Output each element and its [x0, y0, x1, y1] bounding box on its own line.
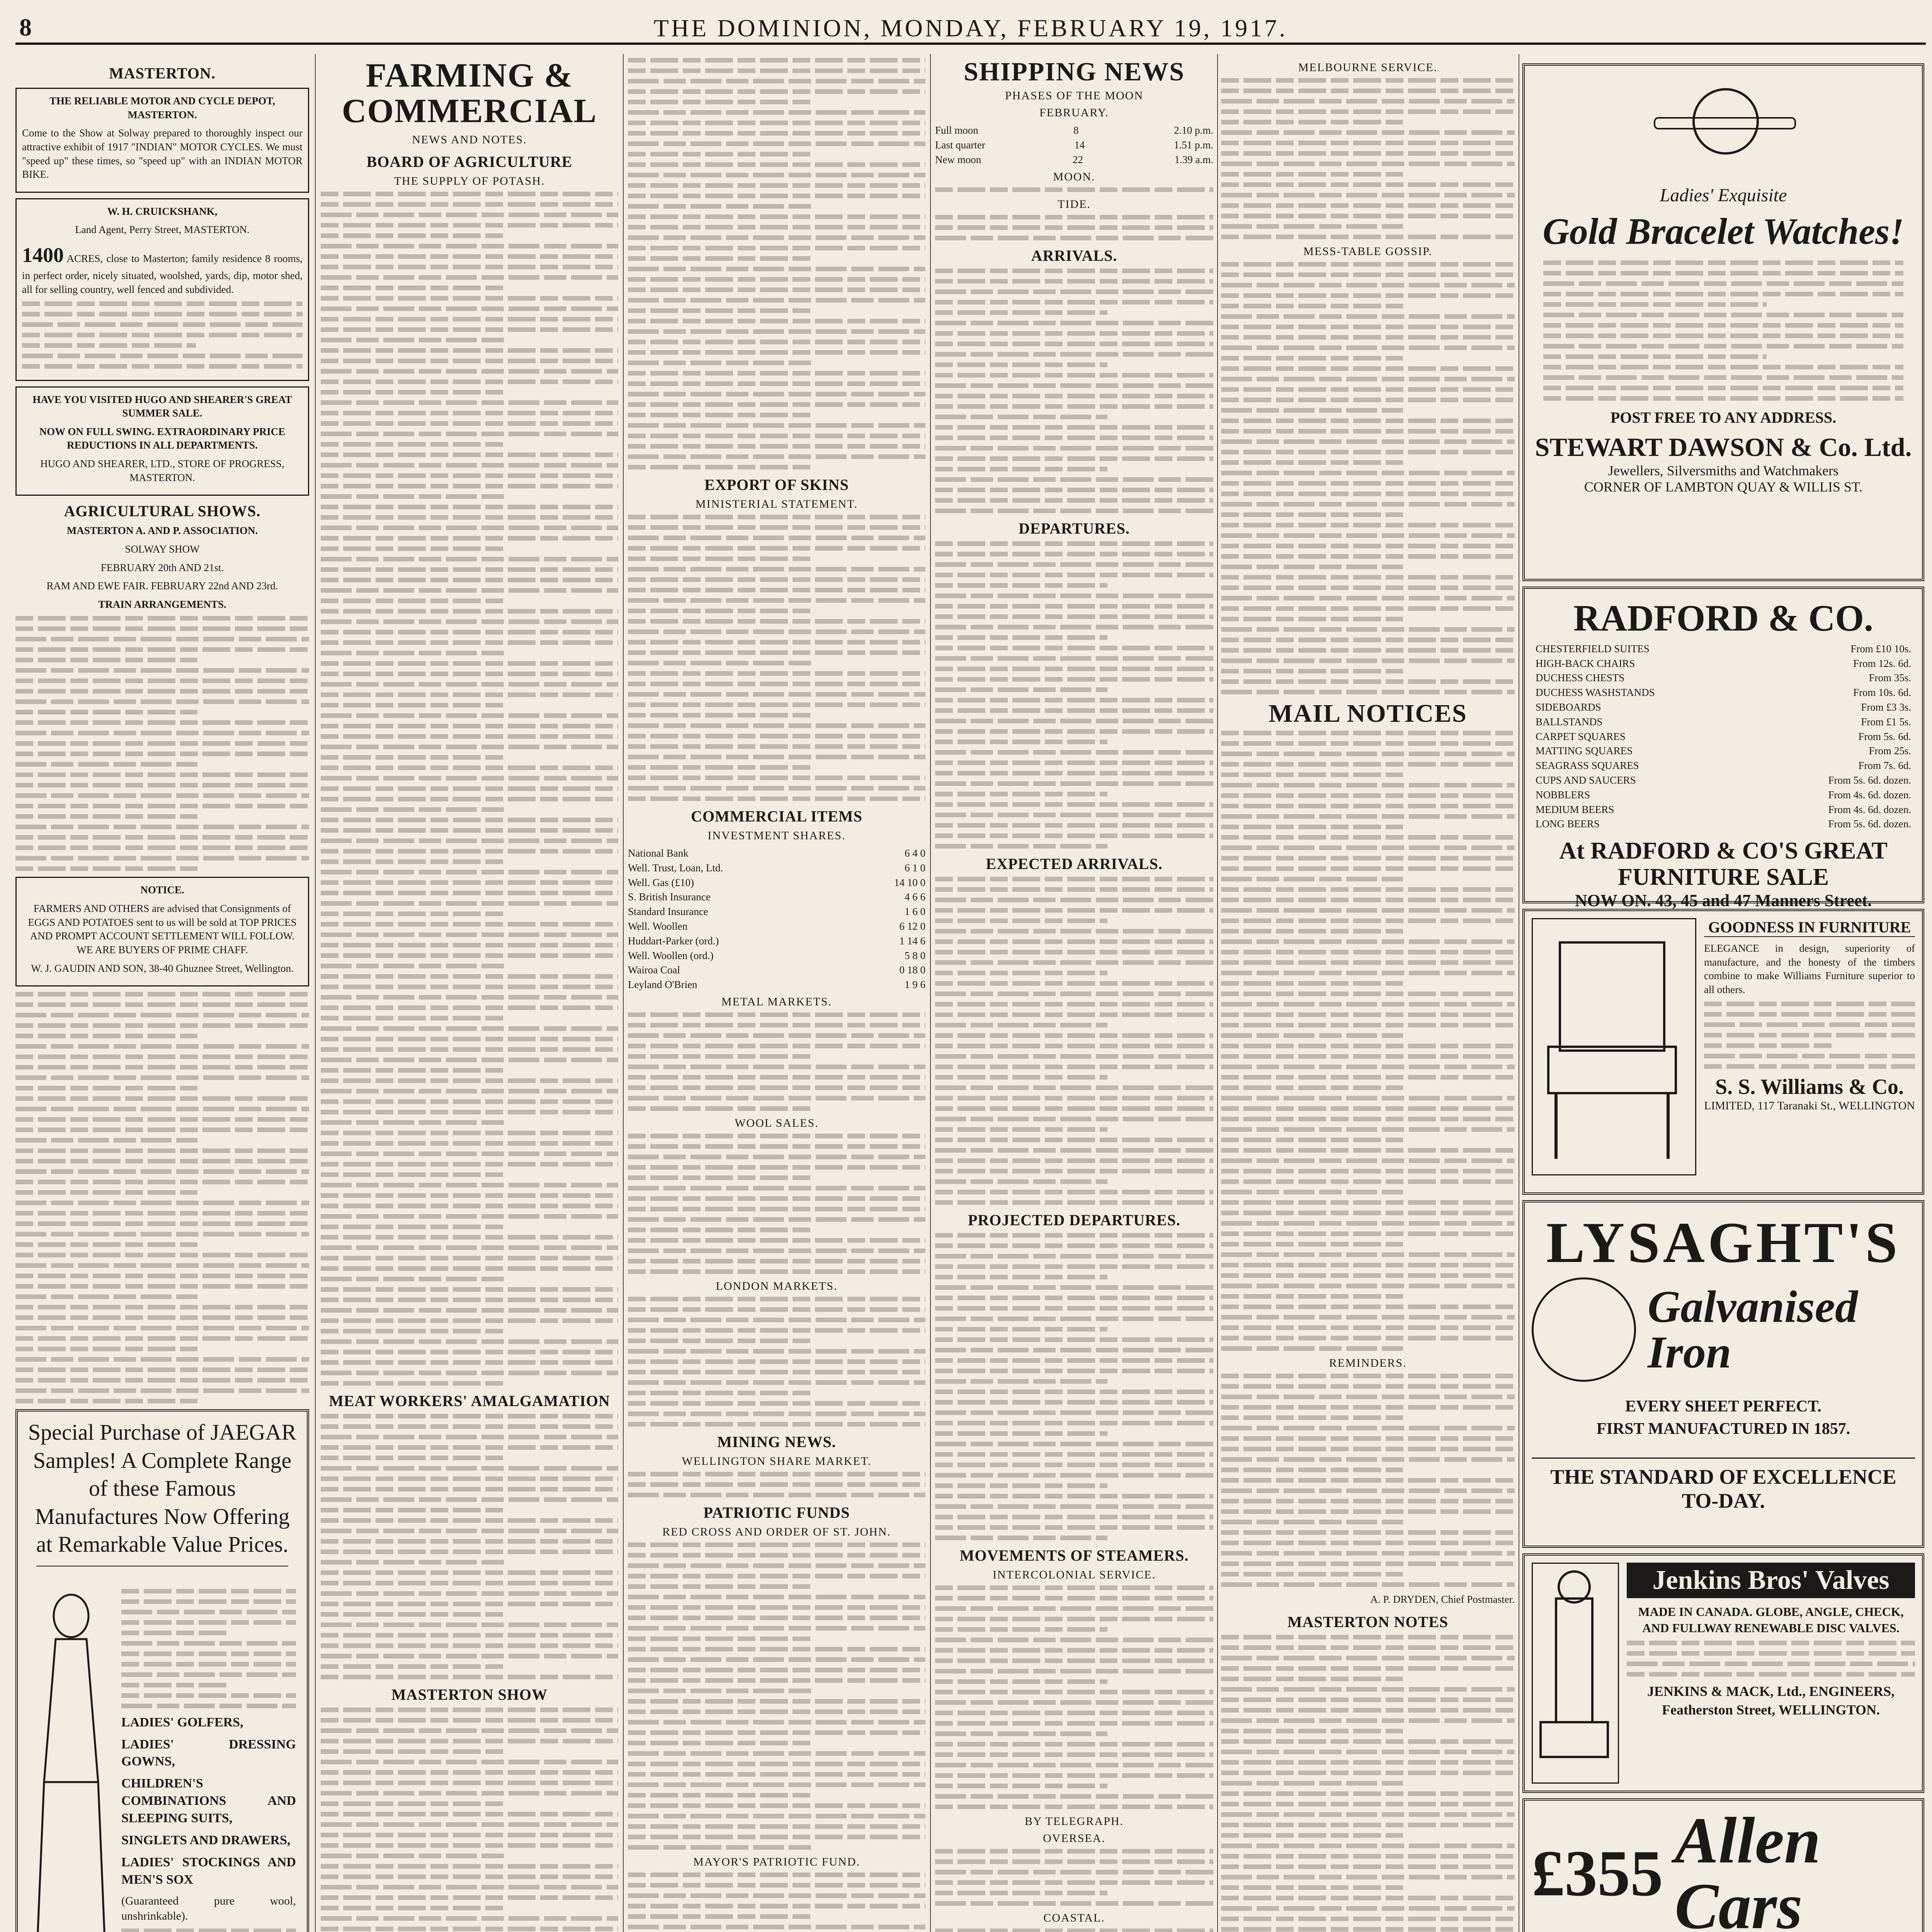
table-row [1536, 759, 1911, 773]
ad-heading: GOODNESS IN FURNITURE [1704, 918, 1915, 937]
column-5 [1221, 58, 1515, 1932]
column-2 [321, 58, 618, 1932]
table-cell: 4 6 6 [905, 891, 925, 903]
newspaper-page [15, 12, 1926, 1932]
ad-line: FIRST MANUFACTURED IN 1857. [1596, 1420, 1850, 1438]
article-body [935, 187, 1213, 192]
ad-text: MADE IN CANADA. GLOBE, ANGLE, CHECK, AND FULLWAY RENEWABLE DISC VALVES. [1638, 1605, 1904, 1635]
ad-line: POST FREE TO ANY ADDRESS. [1610, 409, 1837, 426]
table-cell: From 25s. [1869, 745, 1911, 757]
article-heading: MOVEMENTS OF STEAMERS. [959, 1546, 1189, 1564]
sale-address: NOW ON. 43, 45 and 47 Manners Street. [1575, 891, 1872, 910]
table-cell: From £3 3s. [1861, 701, 1911, 713]
article-subheading: WOOL SALES. [735, 1116, 819, 1129]
column-3 [628, 58, 925, 1932]
column-rule [623, 54, 624, 1932]
article-subheading: COASTAL. [1043, 1911, 1105, 1924]
car-price: £355 [1532, 1837, 1663, 1910]
column-rule [315, 54, 316, 1932]
table-cell: 14 [1074, 139, 1085, 151]
article-body [935, 541, 1213, 849]
valve-illustration [1532, 1563, 1619, 1784]
article-body [935, 215, 1213, 240]
article-subheading: BY TELEGRAPH. [1024, 1815, 1124, 1828]
brand-name: Allen Cars [1675, 1804, 1821, 1932]
table-row [1536, 773, 1911, 788]
company-address: LIMITED, 117 Taranaki St., WELLINGTON [1704, 1099, 1915, 1112]
table-row [1536, 715, 1911, 730]
article-body [1221, 731, 1515, 1351]
masthead [15, 12, 1926, 45]
table-cell: 1 9 6 [905, 979, 925, 991]
ad-heading: NOTICE. [140, 884, 184, 896]
article-subheading: MINISTERIAL STATEMENT. [696, 498, 858, 510]
article-heading: EXPORT OF SKINS [704, 476, 849, 493]
ad-heading: THE RELIABLE MOTOR AND CYCLE DEPOT, MASTERTON. [49, 95, 276, 121]
ad-lysaght [1522, 1200, 1924, 1548]
table-cell: CUPS AND SAUCERS [1536, 774, 1636, 786]
table-row [1536, 642, 1911, 656]
ad-radford [1522, 587, 1924, 910]
product-name: Galvanised Iron [1648, 1281, 1858, 1378]
month-label: FEBRUARY. [1039, 106, 1109, 119]
article-heading: ARRIVALS. [1031, 247, 1117, 264]
article-heading: DEPARTURES. [1019, 519, 1130, 537]
article-subheading: THE SUPPLY OF POTASH. [394, 174, 545, 187]
table-cell: From 35s. [1869, 672, 1911, 684]
table-cell: From £10 10s. [1850, 643, 1911, 655]
table-cell: From 4s. 6d. dozen. [1828, 789, 1911, 801]
article-heading: EXPECTED ARRIVALS. [986, 855, 1163, 872]
article-body [935, 1929, 1213, 1932]
article-subheading: MAYOR'S PATRIOTIC FUND. [693, 1855, 860, 1868]
company-name: STEWART DAWSON & Co. Ltd. [1535, 432, 1912, 462]
table-row [628, 890, 925, 905]
list-item: CHILDREN'S COMBINATIONS AND SLEEPING SUITS, [121, 1776, 296, 1826]
section-title: FARMING & COMMERCIAL [342, 58, 597, 130]
table-row [1536, 788, 1911, 803]
article-heading: MINING NEWS. [717, 1433, 836, 1451]
table-cell: Well. Woollen [628, 920, 688, 932]
table-cell: CHESTERFIELD SUITES [1536, 643, 1650, 655]
table-row [935, 123, 1213, 138]
ad-jaegar [15, 1409, 309, 1932]
article-heading: PROJECTED DEPARTURES. [968, 1211, 1181, 1229]
table-cell: Well. Woollen (ord.) [628, 949, 714, 961]
table-cell: Last quarter [935, 139, 985, 151]
ad-cruickshank [15, 198, 309, 381]
table-row [628, 919, 925, 934]
article-body [935, 1585, 1213, 1809]
article-heading: COMMERCIAL ITEMS [691, 808, 862, 825]
brand-name: LYSAGHT'S [1546, 1211, 1901, 1275]
article-subheading: REMINDERS. [1329, 1357, 1407, 1370]
table-cell: 1 6 0 [905, 906, 925, 918]
brand-name: Jenkins Bros' Valves [1627, 1563, 1915, 1598]
article-subheading: OVERSEA. [1043, 1832, 1105, 1845]
list-item: LADIES' DRESSING GOWNS, [121, 1737, 296, 1769]
table-cell: 8 [1073, 124, 1079, 136]
table-cell: From 5s. 6d. [1858, 730, 1911, 742]
agents: JENKINS & MACK, Ltd., ENGINEERS, Featherston Street, WELLINGTON. [1647, 1684, 1895, 1718]
table-heading: INVESTMENT SHARES. [707, 829, 846, 842]
table-cell: HIGH-BACK CHAIRS [1536, 657, 1635, 669]
table-cell: From 7s. 6d. [1858, 760, 1911, 772]
place-heading: MASTERTON. [109, 65, 216, 82]
article-heading: MASTERTON SHOW [391, 1685, 548, 1703]
table-cell: New moon [935, 153, 981, 165]
company-name: RADFORD & CO. [1573, 597, 1873, 639]
table-cell: 2.10 p.m. [1173, 124, 1213, 136]
table-cell: 6 12 0 [899, 920, 925, 932]
ad-text: ELEGANCE in design, superiority of manufacture, and the honesty of the timbers combine to make Williams Furniture superior to all others. [1704, 942, 1915, 995]
body-text [15, 616, 309, 871]
table-cell: NOBBLERS [1536, 789, 1590, 801]
column-1 [15, 58, 309, 1932]
ad-line: Ladies' Exquisite [1660, 185, 1787, 206]
table-cell: 6 4 0 [905, 847, 925, 859]
item-list [121, 1589, 296, 1932]
article-body [628, 1543, 925, 1850]
crown-emblem-icon [1532, 1277, 1636, 1382]
table-cell: 5 8 0 [905, 949, 925, 961]
table-cell: Full moon [935, 124, 978, 136]
table-cell: 14 10 0 [894, 876, 925, 888]
ad-title: Gold Bracelet Watches! [1543, 211, 1904, 252]
section-title: SHIPPING NEWS [964, 58, 1185, 86]
article-heading: BOARD OF AGRICULTURE [366, 153, 573, 170]
article-body [935, 877, 1213, 1205]
page-number: 8 [19, 14, 32, 41]
article-body [1221, 78, 1515, 239]
fair-dates: RAM AND EWE FAIR. FEBRUARY 22nd AND 23rd. [46, 580, 278, 592]
list-item: SINGLETS AND DRAWERS, [121, 1833, 291, 1847]
article-body [1221, 262, 1515, 694]
table-cell: From 4s. 6d. dozen. [1828, 803, 1911, 815]
table-cell: 0 18 0 [899, 964, 925, 976]
ad-line: HAVE YOU VISITED HUGO AND SHEARER'S GREAT SUMMER SALE. [32, 393, 292, 419]
chair-illustration [1532, 918, 1696, 1175]
article-body [628, 58, 925, 469]
table-cell: 1.39 a.m. [1174, 153, 1213, 165]
article-body [628, 1872, 925, 1932]
ad-reliable-motor [15, 88, 309, 193]
column-4 [935, 58, 1213, 1932]
table-row [935, 153, 1213, 167]
article-body [628, 515, 925, 801]
article-body [935, 269, 1213, 513]
table-row [1536, 744, 1911, 759]
article-heading: MASTERTON NOTES [1287, 1613, 1449, 1631]
column-rule [930, 54, 931, 1932]
table-row [1536, 803, 1911, 817]
table-cell: S. British Insurance [628, 891, 711, 903]
ad-body [25, 1573, 300, 1932]
table-cell: DUCHESS WASHSTANDS [1536, 687, 1655, 699]
acres-number: 1400 [22, 243, 64, 267]
table-row [1536, 700, 1911, 715]
table-cell: National Bank [628, 847, 689, 859]
table-cell: Standard Insurance [628, 906, 708, 918]
ad-text: ACRES, close to Masterton; family residence 8 rooms, in perfect order, nicely situated, woolshed, yards, dip, motor shed, all for selling country, well fenced and subdivided. [22, 253, 303, 295]
article-subheading: MELBOURNE SERVICE. [1298, 61, 1438, 74]
article-body [935, 1233, 1213, 1540]
article-subheading: MOON. [1053, 170, 1095, 183]
table-row [1536, 817, 1911, 832]
table-cell: Well. Trust, Loan, Ltd. [628, 862, 723, 874]
body-text [22, 301, 303, 369]
watch-illustration [1654, 80, 1793, 177]
table-cell: MATTING SQUARES [1536, 745, 1633, 757]
ad-line: EVERY SHEET PERFECT. [1625, 1397, 1821, 1415]
article-body [628, 1012, 925, 1111]
article-heading: MEAT WORKERS' AMALGAMATION [329, 1392, 610, 1410]
list-note: (Guaranteed pure wool, unshrinkable). [121, 1894, 296, 1923]
column-6-ads [1522, 58, 1924, 1932]
article-body [1221, 1635, 1515, 1932]
list-item: LADIES' STOCKINGS AND MEN'S SOX [121, 1855, 296, 1887]
table-row [628, 876, 925, 890]
ad-hugo-shearer [15, 386, 309, 496]
table-cell: CARPET SQUARES [1536, 730, 1626, 742]
table-cell: Well. Gas (£10) [628, 876, 694, 888]
article-body [321, 1414, 618, 1679]
table-cell: From £1 5s. [1861, 716, 1911, 728]
table-cell: From 10s. 6d. [1853, 687, 1911, 699]
show-name: SOLWAY SHOW [125, 543, 200, 555]
table-cell: MEDIUM BEERS [1536, 803, 1614, 815]
table-row [1536, 730, 1911, 744]
table-cell: From 5s. 6d. dozen. [1828, 818, 1911, 830]
article-subheading: RED CROSS AND ORDER OF ST. JOHN. [662, 1525, 891, 1538]
section-heading: AGRICULTURAL SHOWS. [64, 502, 261, 520]
table-row [1536, 671, 1911, 685]
section-subtitle: NEWS AND NOTES. [412, 133, 527, 146]
table-row [1536, 685, 1911, 700]
ad-heading: W. H. CRUICKSHANK, [107, 205, 218, 217]
table-cell: 1 14 6 [899, 935, 925, 947]
table-row [628, 846, 925, 861]
article-body [628, 1297, 925, 1427]
table-row [628, 963, 925, 978]
price-list [1536, 642, 1911, 832]
table-cell: 1.51 p.m. [1173, 139, 1213, 151]
table-row [628, 861, 925, 876]
article-body [628, 1134, 925, 1274]
association: MASTERTON A. AND P. ASSOCIATION. [66, 525, 258, 537]
table-cell: Leyland O'Brien [628, 979, 697, 991]
article-subheading: TIDE. [1058, 197, 1091, 211]
ad-text: FARMERS AND OTHERS are advised that Consignments of EGGS AND POTATOES sent to us will be sold at TOP PRICES AND PROMPT ACCOUNT SETTLEMENT WILL FOLLOW. WE ARE BUYERS OF PRIME CHAFF. [28, 903, 297, 956]
table-row [1536, 656, 1911, 671]
table-cell: Huddart-Parker (ord.) [628, 935, 719, 947]
table-row [935, 138, 1213, 153]
article-body [935, 1849, 1213, 1906]
article-subheading: PHASES OF THE MOON [1005, 89, 1143, 102]
ad-line: HUGO AND SHEARER, LTD., STORE OF PROGRESS, MASTERTON. [40, 458, 284, 483]
article-body [321, 192, 618, 1386]
ad-text: Come to the Show at Solway prepared to thoroughly inspect our attractive exhibit of 1917 "INDIAN" MOTOR CYCLES. We must "speed up" these times, so "speed up" with an INDIAN MOTOR BIKE. [22, 127, 303, 180]
ad-gaudin [15, 877, 309, 986]
table-cell: LONG BEERS [1536, 818, 1600, 830]
table-cell: BALLSTANDS [1536, 716, 1603, 728]
table-cell: From 5s. 6d. dozen. [1828, 774, 1911, 786]
article-body [628, 1472, 925, 1497]
newspaper-title: THE DOMINION, MONDAY, FEBRUARY 19, 1917. [653, 14, 1288, 42]
company-name: S. S. Williams & Co. [1715, 1075, 1904, 1099]
ad-slogan: THE STANDARD OF EXCELLENCE TO-DAY. [1532, 1458, 1915, 1513]
article-subheading: INTERCOLONIAL SERVICE. [992, 1568, 1156, 1581]
ad-line: NOW ON FULL SWING. EXTRAORDINARY PRICE REDUCTIONS IN ALL DEPARTMENTS. [39, 425, 286, 451]
article-subheading: LONDON MARKETS. [716, 1279, 838, 1293]
table-cell: DUCHESS CHESTS [1536, 672, 1625, 684]
company-address: CORNER OF LAMBTON QUAY & WILLIS ST. [1584, 479, 1863, 495]
share-table [628, 846, 925, 992]
train-heading: TRAIN ARRANGEMENTS. [98, 598, 226, 610]
company-subtitle: Jewellers, Silversmiths and Watchmakers [1608, 463, 1839, 478]
ad-subheading: Land Agent, Perry Street, MASTERTON. [75, 224, 250, 236]
ad-jenkins [1522, 1553, 1924, 1793]
figure-illustration [32, 1589, 110, 1932]
article-body [321, 1708, 618, 1932]
article-heading: MAIL NOTICES [1269, 699, 1467, 728]
table-row [628, 949, 925, 963]
table-row [628, 978, 925, 992]
article-heading: PATRIOTIC FUNDS [703, 1503, 850, 1521]
body-text [15, 992, 309, 1403]
postmaster-signature: A. P. DRYDEN, Chief Postmaster. [1370, 1594, 1515, 1605]
table-cell: From 12s. 6d. [1853, 657, 1911, 669]
list-item: LADIES' GOLFERS, [121, 1715, 243, 1730]
ad-allen-cars [1522, 1798, 1924, 1932]
table-cell: 6 1 0 [905, 862, 925, 874]
ad-signature: W. J. GAUDIN AND SON, 38-40 Ghuznee Street, Wellington. [31, 962, 294, 974]
sale-heading: At RADFORD & CO'S GREAT FURNITURE SALE [1559, 838, 1888, 891]
article-subheading: MESS-TABLE GOSSIP. [1303, 245, 1432, 258]
ad-title: Special Purchase of JAEGAR Samples! A Complete Range of these Famous Manufactures Now Offering at Remarkable Value Prices. [28, 1420, 297, 1557]
table-row [628, 934, 925, 949]
article-body [1221, 1374, 1515, 1587]
table-cell: SIDEBOARDS [1536, 701, 1601, 713]
ad-stewart-dawson [1522, 63, 1924, 581]
ad-body [1543, 260, 1903, 401]
column-rule [1217, 54, 1218, 1932]
moon-table [935, 123, 1213, 167]
article-subheading: WELLINGTON SHARE MARKET. [682, 1454, 872, 1468]
table-cell: SEAGRASS SQUARES [1536, 760, 1639, 772]
article-subheading: METAL MARKETS. [721, 995, 832, 1008]
table-cell: Wairoa Coal [628, 964, 680, 976]
show-dates: FEBRUARY 20th AND 21st. [100, 561, 224, 573]
ad-williams [1522, 909, 1924, 1195]
table-row [628, 905, 925, 919]
table-cell: 22 [1072, 153, 1083, 165]
